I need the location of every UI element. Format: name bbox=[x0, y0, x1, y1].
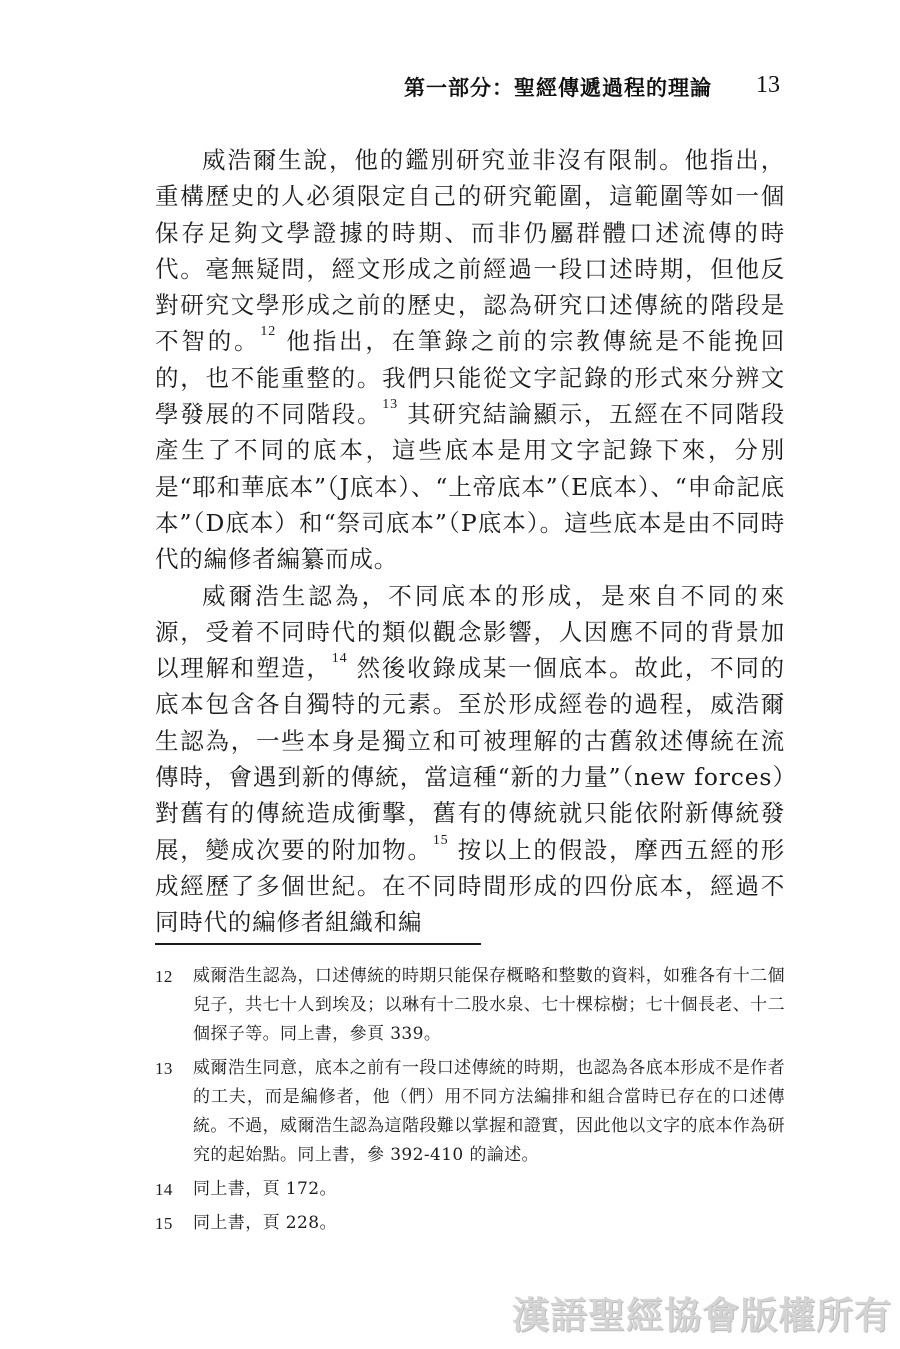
footnote-number: 14 bbox=[155, 1180, 173, 1199]
footnote-text: 威爾浩生同意，底本之前有一段口述傳統的時期，也認為各底本形成不是作者的工夫，而是編修者，他（們）用不同方法編排和組合當時已存在的口述傳統。不過，威爾浩生認為這階段難以掌握和證實，因此他以文字的底本作為研究的起始點。同上書，參 392-410 的論述。 bbox=[193, 1058, 785, 1165]
paragraph-2 bbox=[155, 578, 785, 941]
footnote-ref-14: 14 bbox=[331, 651, 348, 667]
footnote-number: 15 bbox=[155, 1214, 173, 1233]
footnote-ref-13: 13 bbox=[382, 397, 398, 413]
footnote-15 bbox=[155, 1209, 785, 1238]
paragraph-1-part-b: 他指出，在筆錄之前的宗教傳統是不能挽回的，也不能重整的。我們只能從文字記錄的形式來分辨文學發展的不同階段。 bbox=[155, 327, 785, 429]
running-title: 第一部分：聖經傳遞過程的理論 bbox=[404, 76, 712, 100]
paragraph-1-part-c: 其研究結論顯示，五經在不同階段產生了不同的底本，這些底本是用文字記錄下來，分別是“耶和華底本”（J底本）、“上帝底本”（E底本）、“申命記底本”（D底本）和“祭司底本”（P底本）。這些底本是由不同時代的編修者編纂而成。 bbox=[155, 400, 785, 574]
footnote-divider bbox=[155, 943, 481, 945]
paragraph-1-part-a: 威浩爾生說，他的鑑別研究並非沒有限制。他指出，重構歷史的人必須限定自己的研究範圍，這範圍等如一個保存足夠文學證據的時期、而非仍屬群體口述流傳的時代。毫無疑問，經文形成之前經過一段口述時期，但他反對研究文學形成之前的歷史，認為研究口述傳統的階段是不智的。 bbox=[155, 146, 785, 356]
paragraph-2-part-b: 然後收錄成某一個底本。故此，不同的底本包含各自獨特的元素。至於形成經卷的過程，威浩爾生認為，一些本身是獨立和可被理解的古舊敘述傳統在流傳時，會遇到新的傳統，當這種“新的力量”（new forces）對舊有的傳統造成衝擊，舊有的傳統就只能依附新傳統發展，變成次要的附加物。 bbox=[155, 654, 785, 864]
footnote-number: 12 bbox=[155, 967, 173, 986]
footnote-ref-15: 15 bbox=[432, 832, 449, 848]
paragraph-2-part-c: 按以上的假設，摩西五經的形成經歷了多個世紀。在不同時間形成的四份底本，經過不同時代的編修者組織和編 bbox=[155, 835, 785, 937]
footnotes bbox=[155, 962, 785, 1243]
footnote-text: 威爾浩生認為，口述傳統的時期只能保存概略和整數的資料，如雅各有十二個兒子，共七十人到埃及；以琳有十二股水泉、七十棵棕樹；七十個長老、十二個探子等。同上書，參頁 339。 bbox=[193, 966, 785, 1044]
footnote-14 bbox=[155, 1175, 785, 1204]
footnote-number: 13 bbox=[155, 1059, 173, 1078]
footnote-12 bbox=[155, 962, 785, 1049]
footnote-ref-12: 12 bbox=[260, 324, 277, 340]
page-header bbox=[0, 66, 900, 106]
footnote-13 bbox=[155, 1054, 785, 1170]
footnote-text: 同上書，頁 228。 bbox=[193, 1213, 337, 1233]
copyright-watermark: 漢語聖經協會版權所有 bbox=[512, 1294, 892, 1337]
paragraph-2-part-a: 威爾浩生認為，不同底本的形成，是來自不同的來源，受着不同時代的類似觀念影響，人因應不同的背景加以理解和塑造， bbox=[155, 581, 785, 683]
page-number: 13 bbox=[756, 72, 780, 98]
paragraph-1 bbox=[155, 142, 785, 578]
main-text bbox=[155, 142, 785, 941]
footnote-text: 同上書，頁 172。 bbox=[193, 1179, 337, 1199]
